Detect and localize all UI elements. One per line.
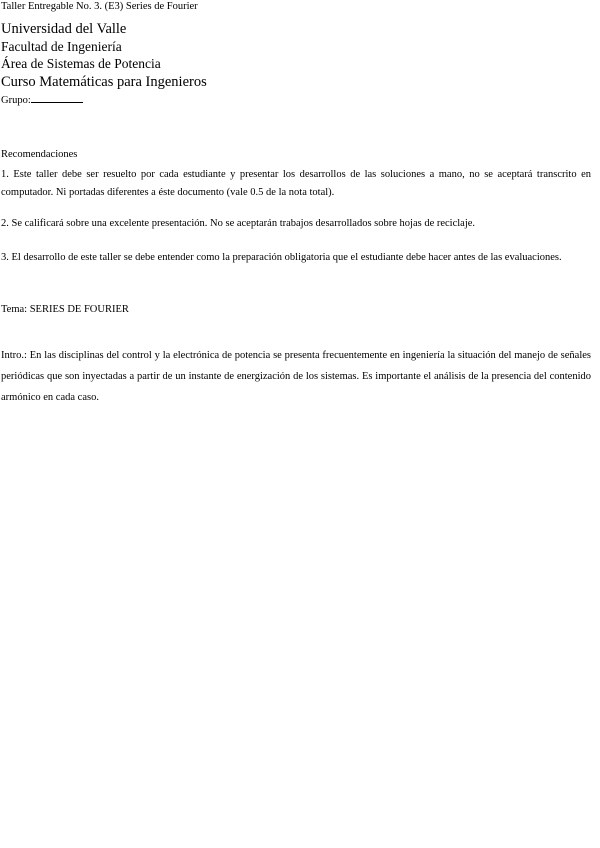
group-blank-line: [31, 93, 83, 103]
faculty-name: Facultad de Ingeniería: [1, 39, 122, 54]
intro-paragraph: Intro.: En las disciplinas del control y la electrónica de potencia se presenta frecuentemente en ingeniería la situación del manejo de señales periódicas que son inyectadas a partir de un instante de energización de los sistemas. Es importante el análisis de la presencia del contenido armónico en cada caso.: [1, 350, 591, 403]
course-name: Curso Matemáticas para Ingenieros: [1, 74, 207, 90]
group-field: [1, 93, 83, 106]
area-name: Área de Sistemas de Potencia: [1, 56, 161, 71]
recommendation-item-3: 3. El desarrollo de este taller se debe entender como la preparación obligatoria que el estudiante debe hacer antes de las evaluaciones.: [1, 252, 562, 263]
assignment-title: Taller Entregable No. 3. (E3) Series de Fourier: [1, 1, 198, 12]
topic-line: Tema: SERIES DE FOURIER: [1, 304, 129, 315]
group-label: Grupo:: [1, 95, 31, 106]
recommendation-item-1: 1. Este taller debe ser resuelto por cada estudiante y presentar los desarrollos de las soluciones a mano, no se aceptará transcrito en computador. Ni portadas diferentes a éste documento (vale 0.5 de la nota total).: [1, 169, 591, 198]
recommendation-item-2: 2. Se calificará sobre una excelente presentación. No se aceptarán trabajos desarrollados sobre hojas de reciclaje.: [1, 218, 476, 229]
recommendations-title: Recomendaciones: [1, 149, 78, 160]
university-name: Universidad del Valle: [1, 21, 127, 37]
